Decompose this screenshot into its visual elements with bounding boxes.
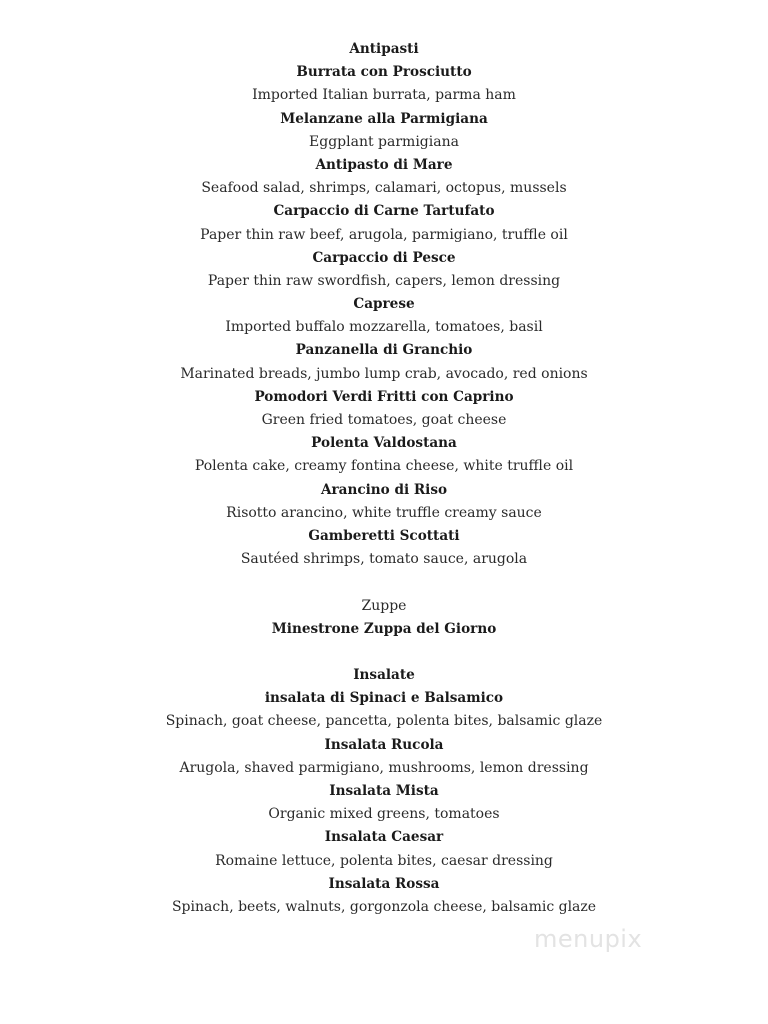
section-title-insalate: Insalate [353, 667, 415, 684]
menu-item-description: Seafood salad, shrimps, calamari, octopus, mussels [201, 180, 567, 197]
menu-item-name: Polenta Valdostana [311, 435, 457, 452]
menu-item-name: Insalata Rossa [328, 875, 440, 892]
menu-item-description: Paper thin raw beef, arugola, parmigiano, truffle oil [200, 226, 568, 243]
menu-item-description: Spinach, beets, walnuts, gorgonzola cheese, balsamic glaze [171, 898, 597, 915]
menu-item-name: Carpaccio di Pesce [312, 249, 456, 266]
menu-item-name: Burrata con Prosciutto [296, 64, 472, 81]
menu-item-name: Insalata Caesar [324, 829, 444, 846]
section-title-zuppe: Zuppe [361, 597, 407, 614]
menu-item-description: Risotto arancino, white truffle creamy sauce [226, 504, 542, 521]
menu-item-description: Eggplant parmigiana [309, 133, 459, 150]
menu-item-description: Imported Italian burrata, parma ham [252, 87, 516, 104]
menu-item-name: Insalata Rucola [324, 736, 444, 753]
menupix-watermark: menupix [534, 925, 643, 953]
menu-item-description: Polenta cake, creamy fontina cheese, white truffle oil [194, 458, 574, 475]
menu-item-description: Green fried tomatoes, goat cheese [261, 412, 507, 428]
section-spacer [0, 571, 768, 594]
section-title-antipasti: Antipasti [349, 41, 419, 57]
menu-item-name: Minestrone Zuppa del Giorno [271, 620, 497, 637]
menu-item-description: Arugola, shaved parmigiano, mushrooms, lemon dressing [179, 759, 589, 776]
menu-item-name: Gamberetti Scottati [308, 527, 460, 544]
menu-item-name: insalata di Spinaci e Balsamico [264, 690, 504, 707]
menu-item-description: Sautéed shrimps, tomato sauce, arugola [240, 551, 528, 568]
menu-item-description: Marinated breads, jumbo lump crab, avocado, red onions [180, 365, 588, 382]
menu-item-name: Antipasto di Mare [315, 156, 453, 173]
menu-item-name: Arancino di Riso [320, 481, 448, 498]
menu-item-name: Melanzane alla Parmigiana [280, 110, 488, 127]
menu-item-name: Pomodori Verdi Fritti con Caprino [254, 388, 514, 405]
menu-item-description: Paper thin raw swordfish, capers, lemon dressing [207, 272, 561, 289]
section-spacer [0, 641, 768, 664]
menu-item-name: Panzanella di Granchio [295, 342, 473, 359]
menu-item-description: Imported buffalo mozzarella, tomatoes, basil [225, 319, 543, 336]
menu-item-name: Insalata Mista [329, 783, 439, 799]
menu-item-description: Organic mixed greens, tomatoes [268, 806, 500, 823]
menu-item-name: Carpaccio di Carne Tartufato [273, 203, 495, 220]
menu-item-name: Caprese [353, 296, 415, 313]
menu-item-description: Spinach, goat cheese, pancetta, polenta bites, balsamic glaze [165, 713, 603, 730]
menu-page [0, 38, 768, 919]
menu-item-description: Romaine lettuce, polenta bites, caesar dressing [215, 852, 553, 869]
